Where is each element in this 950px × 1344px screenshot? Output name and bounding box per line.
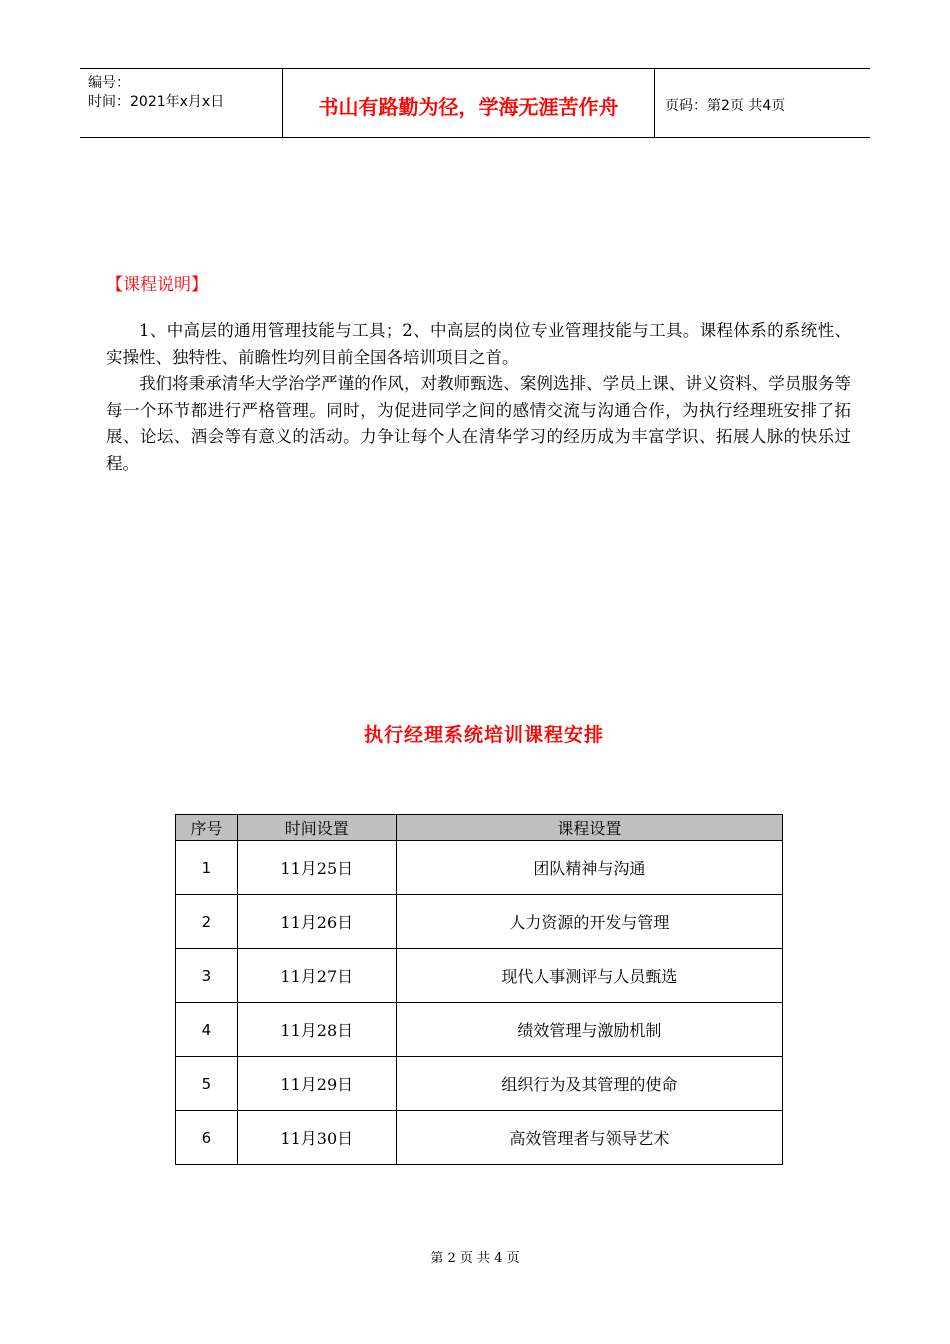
page-header (80, 68, 870, 138)
row-date: 11月28日 (237, 1003, 396, 1057)
table-row (176, 841, 783, 895)
row-date: 11月29日 (237, 1057, 396, 1111)
row-date: 11月25日 (237, 841, 396, 895)
column-header-date: 时间设置 (237, 815, 396, 841)
description-paragraph: 我们将秉承清华大学治学严谨的作风，对教师甄选、案例选排、学员上课、讲义资料、学员服务等每一个环节都进行严格管理。同时，为促进同学之间的感情交流与沟通合作，为执行经理班安排了拓展、论坛、酒会等有意义的活动。力争让每个人在清华学习的经历成为丰富学识、拓展人脉的快乐过程。 (106, 374, 851, 473)
table-row (176, 1003, 783, 1057)
section-title: 【课程说明】 (106, 275, 208, 295)
row-index: 5 (176, 1057, 238, 1111)
row-date: 11月30日 (237, 1111, 396, 1165)
row-date: 11月26日 (237, 895, 396, 949)
header-page-info: 页码：第2页 共4页 (665, 98, 786, 114)
header-motto: 书山有路勤为径，学海无涯苦作舟 (318, 95, 619, 119)
row-index: 4 (176, 1003, 238, 1057)
course-description (106, 318, 851, 477)
header-left-cell (80, 69, 283, 137)
date-label: 时间：2021年x月x日 (88, 94, 225, 110)
row-course: 现代人事测评与人员甄选 (396, 949, 782, 1003)
table-header-row (176, 815, 783, 841)
column-header-index: 序号 (176, 815, 238, 841)
row-index: 2 (176, 895, 238, 949)
description-paragraph: 1、中高层的通用管理技能与工具；2、中高层的岗位专业管理技能与工具。课程体系的系统性、实操性、独特性、前瞻性均列目前全国各培训项目之首。 (106, 321, 851, 367)
table-row (176, 1057, 783, 1111)
row-index: 6 (176, 1111, 238, 1165)
table-row (176, 949, 783, 1003)
schedule-table (175, 814, 783, 1165)
header-right-cell (655, 69, 870, 137)
column-header-course: 课程设置 (396, 815, 782, 841)
table-row (176, 1111, 783, 1165)
row-index: 1 (176, 841, 238, 895)
schedule-title: 执行经理系统培训课程安排 (363, 724, 604, 746)
row-index: 3 (176, 949, 238, 1003)
row-course: 团队精神与沟通 (396, 841, 782, 895)
row-course: 组织行为及其管理的使命 (396, 1057, 782, 1111)
row-course: 人力资源的开发与管理 (396, 895, 782, 949)
serial-label: 编号： (88, 75, 130, 91)
row-course: 高效管理者与领导艺术 (396, 1111, 782, 1165)
table-row (176, 895, 783, 949)
row-date: 11月27日 (237, 949, 396, 1003)
page-footer: 第 2 页 共 4 页 (430, 1251, 520, 1266)
header-middle-cell (283, 69, 655, 137)
row-course: 绩效管理与激励机制 (396, 1003, 782, 1057)
